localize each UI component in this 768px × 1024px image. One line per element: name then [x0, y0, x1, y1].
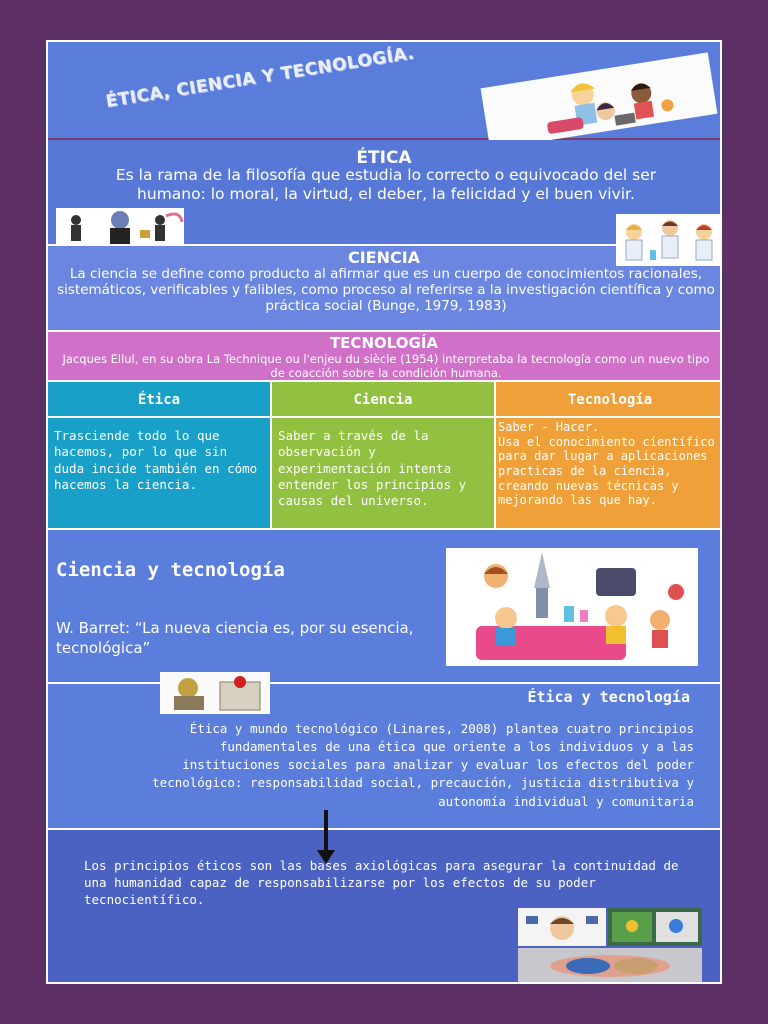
- column-etica-header: Ética: [48, 382, 270, 418]
- kids-science-illustration: [446, 548, 698, 666]
- etica-tecnologia-title: Ética y tecnología: [527, 688, 690, 706]
- ciencia-tecnologia-title: Ciencia y tecnología: [56, 559, 285, 581]
- people-tech-image: [518, 908, 606, 946]
- column-etica-text: Trasciende todo lo que hacemos, por lo que sin duda incide también en cómo hacemos la ciencia.: [54, 428, 258, 492]
- column-tecnologia-text: Saber - Hacer. Usa el conocimiento científico para dar lugar a aplicaciones practicas de la ciencia, creando nuevas técnicas y mejorando las que hay.: [498, 420, 715, 508]
- tecnologia-heading: TECNOLOGÍA: [329, 334, 439, 352]
- comparison-grid: [48, 382, 720, 528]
- column-tecnologia: [496, 382, 722, 528]
- children-illustration-svg: [481, 52, 718, 149]
- science-collage-image: [608, 908, 702, 946]
- tecnologia-section: [48, 330, 720, 382]
- scientists-image: [616, 214, 722, 266]
- ciencia-text: La ciencia se define como producto al afirmar que es un cuerpo de conocimientos racionales, sistemáticos, verificables y falibles, como proceso al referirse a la investigación científica y como práctica social (Bunge, 1979, 1983): [57, 266, 715, 315]
- tecnologia-text: Jacques Ellul, en su obra La Technique ou l'enjeu du siècle (1954) interpretaba la tecnología como un nuevo tipo de coacción sobre la condición humana.: [62, 352, 710, 381]
- column-ciencia-header: Ciencia: [272, 382, 494, 418]
- etica-text: Es la rama de la filosofía que estudia lo correcto o equivocado del ser humano: lo moral, la virtud, el deber, la felicidad y el buen vivir.: [115, 166, 657, 204]
- etica-tecnologia-text: Ética y mundo tecnológico (Linares, 2008) plantea cuatro principios fundamentales de una ética que oriente a los individuos y a las instituciones sociales para analizar y evaluar los efectos del poder tecnológico: responsabilidad social, precaución, justicia distributiva y autonomía individual y comunitaria: [152, 721, 694, 809]
- etica-heading: ÉTICA: [356, 148, 412, 168]
- etica-tecnologia-section: [48, 684, 720, 830]
- column-tecnologia-header: Tecnología: [496, 382, 722, 418]
- ciencia-heading: CIENCIA: [347, 248, 421, 267]
- conclusion-section: [48, 830, 720, 984]
- column-ciencia: [272, 382, 496, 528]
- hands-image: [518, 948, 702, 984]
- children-illustration: [481, 52, 718, 149]
- ethics-figures-image: [56, 208, 184, 244]
- conclusion-text: Los principios éticos son las bases axiológicas para asegurar la continuidad de una humanidad capaz de responsabilizarse por los efectos de su poder tecnocientífico.: [84, 858, 679, 907]
- column-etica: [48, 382, 272, 528]
- ciencia-tecnologia-section: [48, 528, 720, 684]
- column-ciencia-text: Saber a través de la observación y experimentación intenta entender los principios y causas del universo.: [278, 428, 467, 508]
- etica-section: [48, 140, 720, 244]
- barret-quote: W. Barret: “La nueva ciencia es, por su esencia, tecnológica”: [56, 619, 414, 658]
- poster-title: ÉTICA, CIENCIA Y TECNOLOGÍA.: [104, 43, 416, 112]
- title-band: [48, 42, 720, 140]
- infographic-poster: [46, 40, 722, 984]
- business-scene-image: [160, 672, 270, 714]
